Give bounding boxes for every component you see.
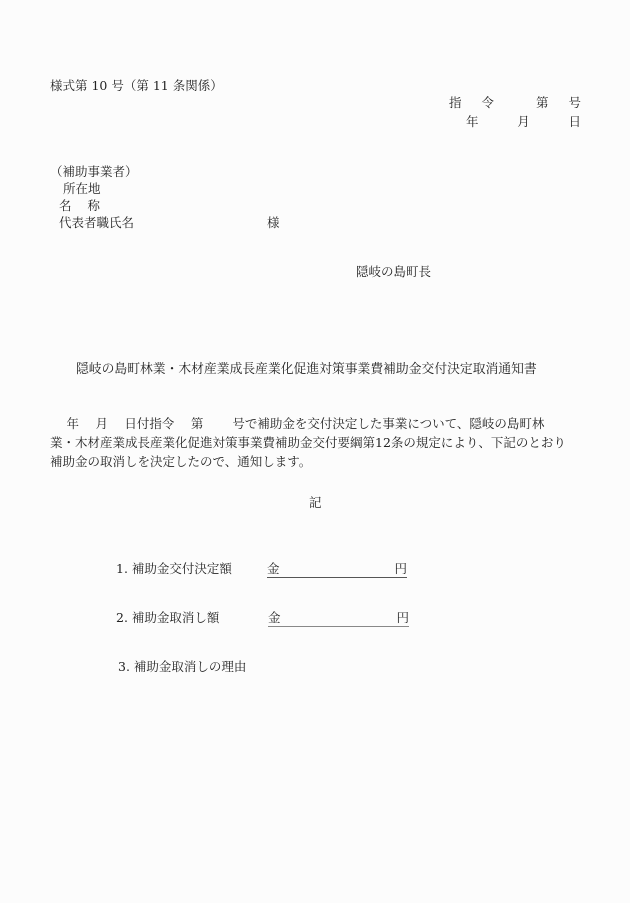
directive-label-3: 第 (535, 95, 549, 110)
name-label-char-2: 称 (87, 198, 101, 213)
directive-number-line (449, 97, 581, 110)
amount-prefix: 金 (268, 610, 281, 625)
amount-suffix: 円 (394, 561, 407, 576)
issuer-name: 隠岐の島町長 (356, 264, 432, 279)
grant-decision-amount-field (267, 563, 407, 578)
item-cancellation-reason-label: 3. 補助金取消しの理由 (118, 659, 247, 674)
document-title: 隠岐の島町林業・木材産業成長産業化促進対策事業費補助金交付決定取消通知書 (76, 362, 537, 377)
date-day: 日 (568, 114, 581, 129)
name-label-char-1: 名 (59, 198, 72, 213)
body-line-3: 補助金の取消しを決定したので、通知します。 (50, 454, 312, 469)
recipient-label: （補助事業者） (50, 164, 138, 179)
body-line-2: 業・木材産業成長産業化促進対策事業費補助金交付要綱第12条の規定により、下記のとおり (50, 435, 566, 450)
amount-suffix: 円 (396, 610, 409, 625)
item-cancellation-amount-label: 2. 補助金取消し額 (116, 610, 220, 625)
date-month: 月 (517, 114, 530, 129)
representative-label: 代表者職氏名 (59, 215, 135, 230)
date-line (466, 116, 581, 129)
name-label (59, 200, 100, 213)
cancellation-amount-field (268, 612, 409, 627)
address-label: 所在地 (63, 181, 101, 196)
item-grant-decision-amount-label: 1. 補助金交付決定額 (116, 561, 232, 576)
form-number: 様式第 10 号（第 11 条関係） (50, 78, 223, 93)
ki-heading: 記 (309, 495, 322, 510)
amount-prefix: 金 (267, 561, 280, 576)
honorific: 様 (267, 215, 280, 230)
body-paragraph (50, 414, 582, 471)
directive-label-1: 指 (449, 95, 462, 110)
directive-label-2: 令 (481, 95, 494, 110)
date-year: 年 (466, 114, 479, 129)
directive-label-4: 号 (568, 95, 581, 110)
body-line-1: 年 月 日付指令 第 号で補助金を交付決定した事業について、隠岐の島町林 (50, 416, 545, 431)
